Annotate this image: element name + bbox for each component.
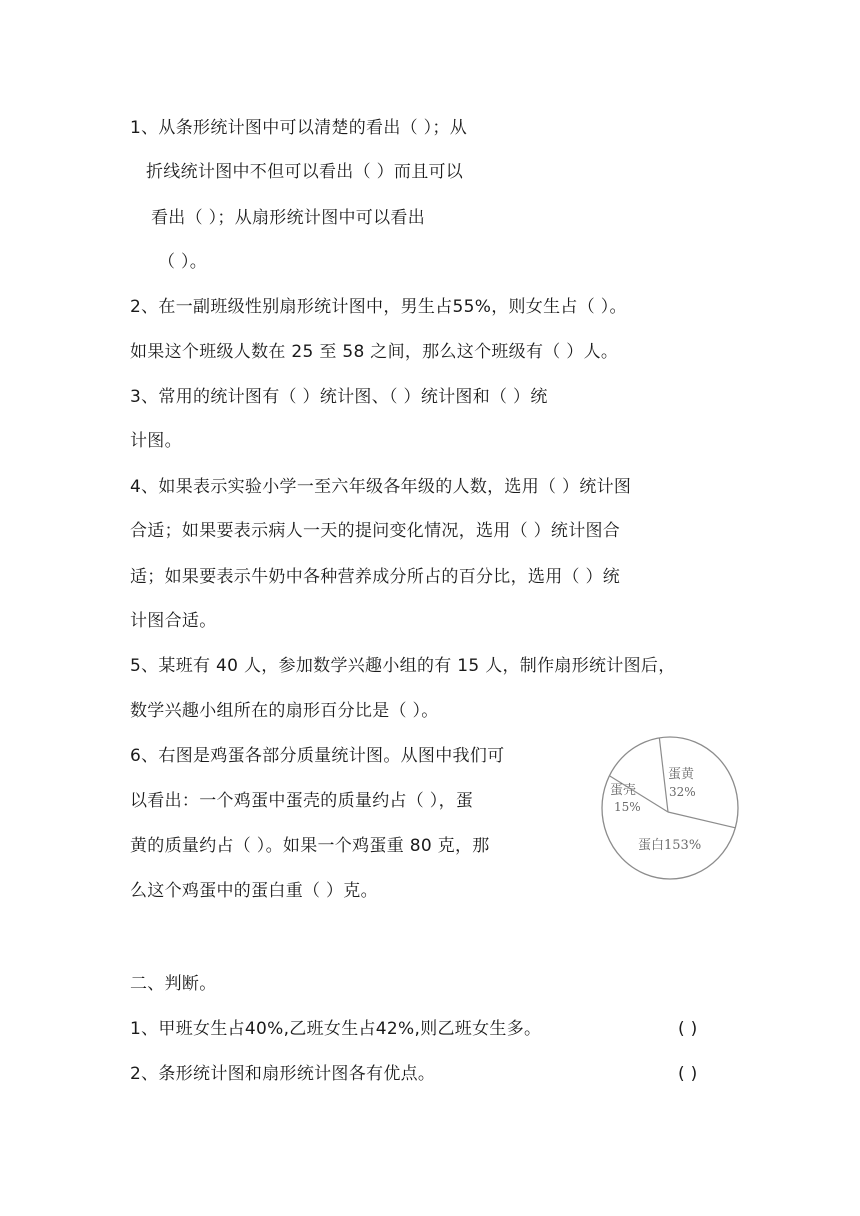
judge-item-1-text: 1、甲班女生占40%,乙班女生占42%,则乙班女生多。 <box>130 1019 542 1039</box>
q4-line-4: 计图合适。 <box>130 611 217 631</box>
q1-line-3: 看出（ ）；从扇形统计图中可以看出 <box>151 208 426 228</box>
q2-line-2: 如果这个班级人数在 25 至 58 之间，那么这个班级有（ ）人。 <box>130 342 619 362</box>
q1-line-2: 折线统计图中不但可以看出（ ）而且可以 <box>146 162 464 182</box>
q4-line-3: 适；如果要表示牛奶中各种营养成分所占的百分比，选用（ ）统 <box>130 567 621 587</box>
q4-line-2: 合适；如果要表示病人一天的提问变化情况，选用（ ）统计图合 <box>130 521 621 541</box>
pie-divider-shell-yolk <box>659 738 668 812</box>
q6-line-4: 么这个鸡蛋中的蛋白重（ ）克。 <box>130 881 378 901</box>
q5-line-1: 5、某班有 40 人，参加数学兴趣小组的有 15 人，制作扇形统计图后， <box>130 656 676 676</box>
q5-line-2: 数学兴趣小组所在的扇形百分比是（ ）。 <box>130 701 439 721</box>
q1-line-4: （ ）。 <box>158 252 208 272</box>
slice-label-yolk-pct: 32% <box>669 785 696 799</box>
q1-line-1: 1、从条形统计图中可以清楚的看出（ ）；从 <box>130 118 468 138</box>
q2-line-1: 2、在一副班级性别扇形统计图中，男生占55%，则女生占（ ）。 <box>130 297 627 317</box>
pie-divider-yolk-white <box>668 812 735 828</box>
egg-pie-chart <box>598 732 742 884</box>
judge-item-1-answer-paren[interactable]: ( ) <box>678 1019 698 1039</box>
slice-label-shell-name: 蛋壳 <box>610 783 637 798</box>
section-2-heading: 二、判断。 <box>130 974 217 994</box>
q3-line-2: 计图。 <box>130 431 182 451</box>
q6-line-3: 黄的质量约占（ ）。如果一个鸡蛋重 80 克，那 <box>130 836 490 856</box>
slice-label-yolk-name: 蛋黄 <box>668 767 695 782</box>
judge-item-2-answer-paren[interactable]: ( ) <box>678 1064 698 1084</box>
q4-line-1: 4、如果表示实验小学一至六年级各年级的人数，选用（ ）统计图 <box>130 477 632 497</box>
slice-label-white: 蛋白153% <box>638 838 702 853</box>
slice-label-shell-pct: 15% <box>614 800 641 814</box>
judge-item-2-text: 2、条形统计图和扇形统计图各有优点。 <box>130 1064 436 1084</box>
q6-line-1: 6、右图是鸡蛋各部分质量统计图。从图中我们可 <box>130 746 505 766</box>
q3-line-1: 3、常用的统计图有（ ）统计图、（ ）统计图和（ ）统 <box>130 387 548 407</box>
q6-line-2: 以看出：一个鸡蛋中蛋壳的质量约占（ ），蛋 <box>130 791 474 811</box>
